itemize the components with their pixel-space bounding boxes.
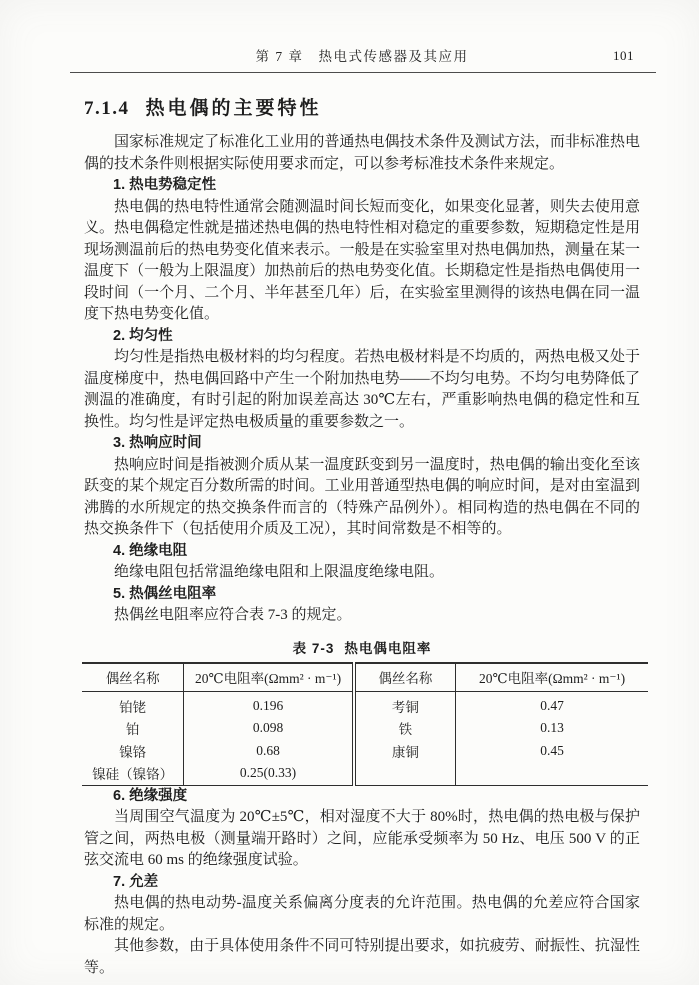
table-caption — [84, 637, 640, 657]
item-body-2: 均匀性是指热电极材料的均匀程度。若热电极材料是不均质的，两热电极又处于温度梯度中，热电偶回路中产生一个附加热电势——不均匀电势。不均匀电势降低了测温的准确度，有时引起的附加误差高达 30℃左右，严重影响热电偶的稳定性和互换性。均匀性是评定热电极质量的重要参数之一。 — [84, 349, 640, 430]
cell-resistivity: 0.13 — [456, 717, 648, 740]
section-number: 7.1.4 — [84, 98, 130, 119]
cell-resistivity: 0.098 — [184, 717, 354, 740]
item-heading-1: 1. 热电势稳定性 — [113, 177, 217, 193]
item-heading-3: 3. 热响应时间 — [113, 435, 202, 451]
cell-resistivity: 0.25(0.33) — [184, 762, 354, 785]
item-body-7: 热电偶的热电动势-温度关系偏离分度表的允许范围。热电偶的允差应符合国家标准的规定。 — [84, 895, 640, 933]
table-header-row — [82, 663, 648, 692]
cell-wire-name: 铂铑 — [119, 699, 147, 715]
section-title — [84, 93, 640, 120]
item-body-3: 热响应时间是指被测介质从某一温度跃变到另一温度时，热电偶的输出变化至该跃变的某个规定百分数所需的时间。工业用普通型热电偶的响应时间，是对由室温到沸腾的水所规定的热交换条件而言的（特殊产品例外）。相同构造的热电偶在不同的热交换条件下（包括使用介质及工况），其时间常数是不相等的。 — [84, 456, 640, 537]
cell-wire-name: 康铜 — [354, 740, 456, 763]
table-row — [82, 762, 648, 785]
cell-resistivity — [456, 762, 648, 785]
chapter-title: 第 7 章 热电式传感器及其应用 — [255, 49, 469, 64]
item-heading-7: 7. 允差 — [113, 873, 159, 890]
item-heading-5: 5. 热偶丝电阻率 — [113, 585, 217, 602]
table-row — [82, 740, 648, 763]
cell-resistivity: 0.196 — [184, 691, 354, 717]
item-body-4: 绝缘电阻包括常温绝缘电阻和上限温度绝缘电阻。 — [114, 564, 445, 580]
page-number: 101 — [613, 48, 634, 63]
table-header-wire-name-right: 偶丝名称 — [354, 663, 456, 692]
cell-resistivity: 0.68 — [184, 740, 354, 763]
item-body-6: 当周围空气温度为 20℃±5℃，相对湿度不大于 80%时，热电偶的热电极与保护管之间，两热电极（测量端开路时）之间，应能承受频率为 50 Hz、电压 500 V 的正弦交流电 60 ms 的绝缘强度试验。 — [84, 809, 640, 868]
table-row — [82, 691, 648, 717]
page-content — [84, 45, 640, 979]
item-heading-2: 2. 均匀性 — [113, 327, 173, 344]
table-caption-number: 表 7-3 — [292, 640, 335, 656]
item-body-5: 热偶丝电阻率应符合表 7-3 的规定。 — [114, 607, 352, 623]
item-body-1: 热电偶的热电特性通常会随测温时间长短而变化，如果变化显著，则失去使用意义。热电偶稳定性就是描述热电偶的热电特性相对稳定的重要参数，短期稳定性是用现场测温前后的热电势变化值来表示。一般是在实验室里对热电偶加热，测量在某一温度下（一般为上限温度）加热前后的热电势变化值。长期稳定性是指热电偶使用一段时间（一个月、二个月、半年甚至几年）后，在实验室里测得的该热电偶在同一温度下热电势变化值。 — [84, 198, 640, 322]
cell-wire-name: 镍硅（镍铬） — [92, 767, 174, 783]
table-header-wire-name-left: 偶丝名称 — [82, 663, 184, 692]
table-header-resistivity-right: 20℃电阻率(Ωmm² · m⁻¹) — [456, 663, 648, 692]
intro-paragraph: 国家标准规定了标准化工业用的普通热电偶技术条件及测试方法，而非标准热电偶的技术条件则根据实际使用要求而定，可以参考标准技术条件来规定。 — [84, 134, 640, 172]
cell-wire-name: 考铜 — [354, 691, 456, 717]
table-header-resistivity-left: 20℃电阻率(Ωmm² · m⁻¹) — [184, 663, 354, 692]
running-head — [84, 45, 640, 67]
header-rule — [70, 72, 656, 73]
cell-resistivity: 0.45 — [456, 740, 648, 763]
item-heading-6: 6. 绝缘强度 — [113, 787, 188, 804]
cell-resistivity: 0.47 — [456, 691, 648, 717]
cell-wire-name: 铁 — [354, 717, 456, 740]
closing-paragraph: 其他参数，由于具体使用条件不同可特别提出要求，如抗疲劳、耐振性、抗湿性等。 — [84, 938, 640, 976]
cell-wire-name: 铂 — [125, 722, 140, 738]
resistivity-table — [82, 662, 648, 786]
item-heading-4: 4. 绝缘电阻 — [113, 542, 188, 559]
cell-wire-name: 镍铬 — [119, 744, 147, 760]
table-row — [82, 717, 648, 740]
cell-wire-name — [354, 762, 456, 785]
section-title-text: 热电偶的主要特性 — [145, 98, 322, 119]
table-caption-title: 热电偶电阻率 — [344, 640, 432, 656]
